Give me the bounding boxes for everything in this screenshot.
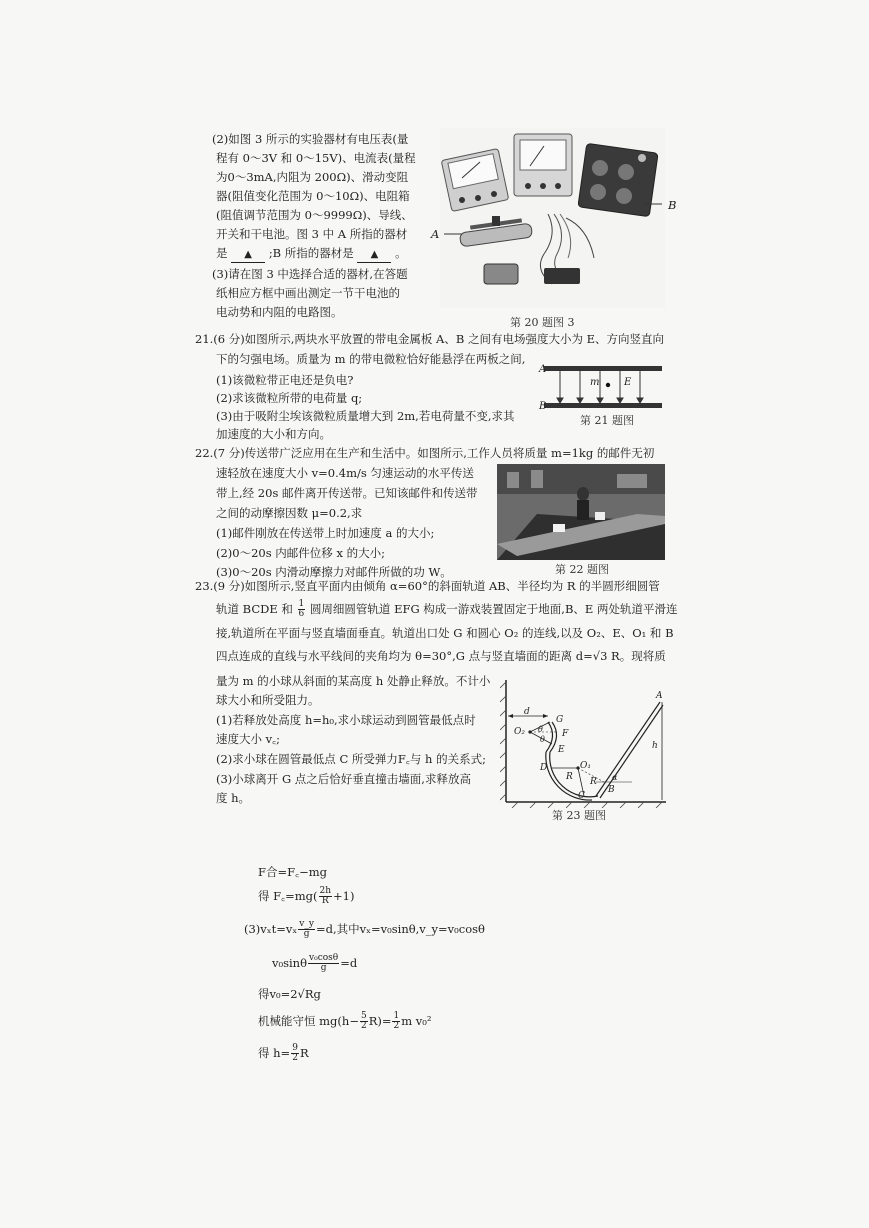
q20-p2-line: 程有 0～3V 和 0～15V)、电流表(量程	[216, 151, 416, 165]
q23-line-2: 轨道 BCDE 和 $\frac{1}{6}$ 圆周细圆管轨道 EFG 构成一游戏装置固定于地面,B、E 两处轨道平滑连	[216, 599, 678, 620]
label-b: B	[668, 198, 677, 212]
solution-line-6: 机械能守恒 mg(h− $\frac{5}{2}$ R)= $\frac{1}{2}$ m v₀²	[258, 1011, 432, 1032]
solution-line-1: F合=F꜀−mg	[258, 865, 327, 879]
q21-field-diagram	[538, 363, 666, 413]
plate-a-label: A	[539, 364, 547, 375]
answer-blank-a: ▲	[231, 245, 265, 263]
q23-track-diagram	[500, 678, 670, 808]
q20-caption: 第 20 题图 3	[510, 316, 575, 329]
q22-conveyor-photo	[497, 464, 665, 560]
q22-line: 带上,经 20s 邮件离开传送带。已知该邮件和传送带	[216, 486, 478, 500]
q23-line: 速度大小 v꜀;	[216, 732, 281, 746]
q23-line: 度 h。	[216, 791, 251, 805]
fig-label-theta-a: θ	[538, 725, 543, 734]
solution-line-2: 得 F꜀=mg( $\frac{2h}{R}$ +1)	[258, 886, 355, 907]
solution-line-4: v₀sinθ $\frac{\text{v₀cosθ}}{g}$ =d	[272, 953, 358, 974]
q20-part2-last-line: 是 ▲ ;B 所指的器材是 ▲ 。	[216, 245, 407, 263]
q20-p2-line: (阻值调节范围为 0～9999Ω)、导线、	[216, 208, 413, 222]
q20-p2-line: 器(阻值变化范围为 0～10Ω)、电阻箱	[216, 189, 410, 203]
q23-line: 四点连成的直线与水平线间的夹角均为 θ=30°,G 点与竖直墙面的距离 d=√3 R。现将质	[216, 649, 666, 663]
q23-line-1: 23.(9 分)如图所示,竖直平面内由倾角 α=60°的斜面轨道 AB、半径均为 R 的半圆形细圆管	[195, 579, 660, 593]
fig-label-theta-b: θ	[540, 735, 545, 744]
q21-line: 21.(6 分)如图所示,两块水平放置的带电金属板 A、B 之间有电场强度大小为 E、方向竖直向	[195, 332, 665, 346]
voltmeter-figure	[441, 149, 509, 212]
q23-line: (1)若释放处高度 h=h₀,求小球运动到圆管最低点时	[216, 713, 476, 727]
q22-line: (2)0～20s 内邮件位移 x 的大小;	[216, 546, 385, 560]
fig-label-d: d	[524, 707, 530, 717]
mass-label: m	[590, 377, 600, 388]
q20-p2-line: (2)如图 3 所示的实验器材有电压表(量	[212, 132, 409, 146]
q20-p2-line: 为0～3mA,内阻为 200Ω)、滑动变阻	[216, 170, 409, 184]
q21-caption: 第 21 题图	[580, 414, 634, 427]
q22-line: 速轻放在速度大小 v=0.4m/s 匀速运动的水平传送	[216, 466, 474, 480]
fig-label-c: C	[578, 791, 585, 801]
fig-label-r-b: R	[590, 777, 597, 787]
solution-line-7: 得 h= $\frac{9}{2}$ R	[258, 1043, 309, 1064]
q20-p2-line: 开关和干电池。图 3 中 A 所指的器材	[216, 227, 408, 241]
q21-line: 加速度的大小和方向。	[216, 427, 331, 441]
q21-line: 下的匀强电场。质量为 m 的带电微粒恰好能悬浮在两板之间,	[216, 352, 526, 366]
fig-label-e: E	[558, 745, 565, 755]
q20-equipment-photo	[440, 128, 665, 308]
one-sixth-fraction: $\frac{1}{6}$	[298, 599, 305, 620]
q22-line: 22.(7 分)传送带广泛应用在生产和生活中。如图所示,工作人员将质量 m=1kg 的邮件无初	[195, 446, 655, 460]
fig-label-r-a: R	[566, 772, 573, 782]
fig-label-a: A	[656, 691, 663, 701]
q20-p3-line: (3)请在图 3 中选择合适的器材,在答题	[212, 267, 408, 281]
field-label: E	[624, 377, 632, 388]
fig-label-h: h	[652, 741, 658, 751]
q23-line: 量为 m 的小球从斜面的某高度 h 处静止释放。不计小	[216, 674, 491, 688]
fig-label-d-point: D	[540, 763, 548, 773]
solution-line-5: 得v₀=2√Rg	[258, 987, 321, 1001]
fig-label-g: G	[556, 715, 564, 725]
switch-figure	[544, 268, 580, 284]
label-a: A	[431, 227, 440, 241]
resistance-box-figure	[578, 143, 658, 216]
plate-b-label: B	[539, 401, 547, 412]
ammeter-figure	[514, 134, 572, 196]
q21-line: (2)求该微粒所带的电荷量 q;	[216, 391, 363, 405]
fig-label-b: B	[608, 785, 615, 795]
q20-p3-line: 电动势和内阻的电路图。	[216, 305, 343, 319]
q22-line: (3)0～20s 内滑动摩擦力对邮件所做的功 W。	[216, 565, 452, 579]
q22-line: 之间的动摩擦因数 μ=0.2,求	[216, 506, 363, 520]
q22-line: (1)邮件刚放在传送带上时加速度 a 的大小;	[216, 526, 435, 540]
answer-blank-b: ▲	[357, 245, 391, 263]
battery-figure	[484, 264, 518, 284]
fig-label-f: F	[562, 729, 569, 739]
q20-p3-line: 纸相应方框中画出测定一节干电池的	[216, 286, 400, 300]
q23-line: 接,轨道所在平面与竖直墙面垂直。轨道出口处 G 和圆心 O₂ 的连线,以及 O₂、E、O₁ 和 B	[216, 626, 674, 640]
q22-caption: 第 22 题图	[555, 563, 609, 576]
fig-label-o2: O₂	[514, 727, 525, 737]
fig-label-o1: O₁	[580, 761, 591, 771]
q23-line: (2)求小球在圆管最低点 C 所受弹力F꜀与 h 的关系式;	[216, 752, 486, 766]
q23-caption: 第 23 题图	[552, 809, 606, 822]
q21-line: (1)该微粒带正电还是负电?	[216, 373, 354, 387]
q21-line: (3)由于吸附尘埃该微粒质量增大到 2m,若电荷量不变,求其	[216, 409, 515, 423]
q23-line: 球大小和所受阻力。	[216, 693, 320, 707]
solution-line-3: (3)vₓt=vₓ $\frac{v\_y}{g}$ =d,其中vₓ=v₀sinθ,v_y=v₀cosθ	[244, 919, 485, 940]
fig-label-alpha: α	[612, 773, 618, 782]
q23-line: (3)小球离开 G 点之后恰好垂直撞击墙面,求释放高	[216, 772, 471, 786]
